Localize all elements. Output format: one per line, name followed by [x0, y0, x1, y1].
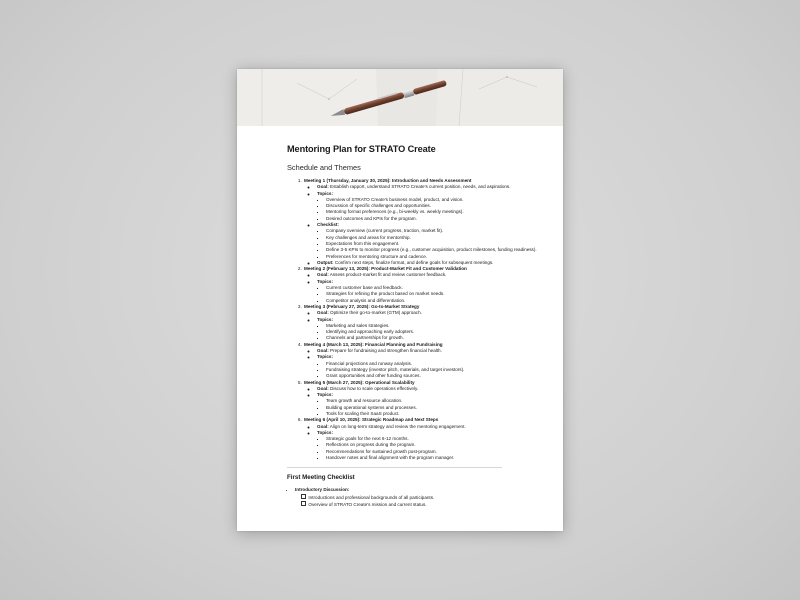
meeting-title: Meeting 2 (February 13, 2025): Product-Market Fit and Customer Validation — [304, 266, 467, 272]
topic-item: ▪ Marketing and sales strategies. — [326, 323, 553, 329]
checklist-item: ▪ Define 3-5 KPIs to monitor progress (e.g., customer acquisition, product milestones, funding readiness). — [326, 247, 553, 253]
meeting-goal: ◦ Goal: Discuss how to scale operations effectively. — [317, 386, 553, 392]
topic-item: ▪ Competitor analysis and differentiation. — [326, 298, 553, 304]
meeting-item — [303, 266, 553, 304]
meeting-title: Meeting 1 (Thursday, January 30, 2025): Introduction and Needs Assessment — [304, 178, 472, 183]
topic-item: ▪ Current customer base and feedback. — [326, 285, 553, 291]
checklist-item: ▪ Expectations from this engagement. — [326, 241, 553, 247]
topic-item: ▪ Financial projections and runway analysis. — [326, 361, 553, 367]
checkbox[interactable] — [301, 494, 306, 499]
meetings-list — [287, 178, 553, 461]
topic-item: ▪ Desired outcomes and KPIs for the program. — [326, 216, 553, 222]
topic-item: ▪ Strategies for refining the product based on market needs. — [326, 291, 553, 297]
topic-item: ▪ Fundraising strategy (investor pitch, materials, and target investors). — [326, 367, 553, 373]
checklist-group — [295, 487, 553, 508]
meeting-item — [303, 304, 553, 342]
topic-item: ▪ Mentoring format preferences (e.g., bi-weekly vs. weekly meetings). — [326, 209, 553, 215]
checklist-group-label: Introductory Discussion: — [295, 487, 350, 493]
checklist-entry: Introductions and professional backgrounds of all participants. — [301, 494, 553, 501]
meeting-item — [303, 342, 553, 380]
meeting-goal: ◦ Goal: Optimize their go-to-market (GTM) approach. — [317, 310, 553, 316]
meeting-title: Meeting 6 (April 10, 2025): Strategic Roadmap and Next Steps — [304, 417, 439, 423]
meeting-output: ◦ Output: Confirm next steps, finalize format, and define goals for subsequent meetings. — [317, 260, 553, 266]
topic-item: ▪ Reflections on progress during the program. — [326, 442, 553, 448]
document-title: Mentoring Plan for STRATO Create — [287, 144, 436, 154]
topic-item: ▪ Overview of STRATO Create's business model, product, and vision. — [326, 197, 553, 203]
document-content — [287, 143, 553, 508]
meeting-goal: ◦ Goal: Assess product-market fit and review customer feedback. — [317, 272, 553, 278]
topic-item: ▪ Tools for scaling their SaaS product. — [326, 411, 553, 417]
topic-item: ▪ Recommendations for sustained growth post-program. — [326, 449, 553, 455]
meeting-checklist: ◦ Checklist: ▪ Company overview (current progress, traction, market fit). ▪ Key challenges and areas for mentorship. ▪ Expectations from this engagement. ▪ Define 3-5 KPIs to monitor progress (e.g., customer acquisition, product milestones, funding readiness). ▪ Preferences for mentoring structure and cadence. — [317, 222, 553, 260]
meeting-topics: ◦ Topics: ▪ Marketing and sales strategies. ▪ Identifying and approaching early adopters. ▪ Channels and partnerships for growth. — [317, 317, 553, 342]
cover-image — [237, 69, 563, 126]
topic-item: ▪ Strategic goals for the next 6-12 months. — [326, 436, 553, 442]
meeting-title: Meeting 5 (March 27, 2025): Operational Scalability — [304, 379, 415, 385]
topic-item: ▪ Identifying and approaching early adopters. — [326, 329, 553, 335]
topic-item: ▪ Handover notes and final alignment with the program manager. — [326, 455, 553, 461]
meeting-goal: ◦ Goal: Align on long-term strategy and review the mentoring engagement. — [317, 424, 553, 430]
meeting-topics: ◦ Topics: ▪ Overview of STRATO Create's business model, product, and vision. ▪ Discussion of specific challenges and opportunities. ▪ Mentoring format preferences (e.g., bi-weekly vs. weekly meetings). ▪ Desired outcomes and KPIs for the program. — [317, 191, 553, 222]
first-meeting-checklist — [287, 487, 553, 508]
meeting-topics: ◦ Topics: ▪ Current customer base and feedback. ▪ Strategies for refining the product based on market needs. ▪ Competitor analysis and differentiation. — [317, 279, 553, 304]
meeting-topics: ◦ Topics: ▪ Financial projections and runway analysis. ▪ Fundraising strategy (investor pitch, materials, and target investors). ▪ Grant opportunities and other funding sources. — [317, 354, 553, 379]
meeting-goal: ◦ Goal: Prepare for fundraising and strengthen financial health. — [317, 348, 553, 354]
topic-item: ▪ Channels and partnerships for growth. — [326, 335, 553, 341]
meeting-title: Meeting 3 (February 27, 2025): Go-to-Market Strategy — [304, 303, 420, 309]
meeting-item — [303, 417, 553, 461]
topic-item: ▪ Team growth and resource allocation. — [326, 398, 553, 404]
document-page — [237, 69, 563, 531]
topic-item: ▪ Grant opportunities and other funding sources. — [326, 373, 553, 379]
meeting-item — [303, 178, 553, 266]
section-divider — [287, 467, 502, 468]
checklist-item: ▪ Key challenges and areas for mentorship. — [326, 235, 553, 241]
meeting-goal: ◦ Goal: Establish rapport, understand STRATO Create's current position, needs, and aspirations. — [317, 184, 553, 190]
checklist-entry: Overview of STRATO Create's mission and current status. — [301, 501, 553, 508]
pen-icon — [237, 69, 563, 126]
section-title-schedule: Schedule and Themes — [287, 163, 361, 172]
topic-item: ▪ Building operational systems and processes. — [326, 405, 553, 411]
checklist-item: ▪ Company overview (current progress, traction, market fit). — [326, 228, 553, 234]
meeting-item — [303, 380, 553, 418]
meeting-topics: ◦ Topics: ▪ Strategic goals for the next 6-12 months. ▪ Reflections on progress during the program. ▪ Recommendations for sustained growth post-program. ▪ Handover notes and final alignment with the program manager. — [317, 430, 553, 461]
section-title-checklist: First Meeting Checklist — [287, 474, 355, 482]
checkbox[interactable] — [301, 501, 306, 506]
topic-item: ▪ Discussion of specific challenges and opportunities. — [326, 203, 553, 209]
meeting-title: Meeting 4 (March 13, 2025): Financial Planning and Fundraising — [304, 341, 443, 347]
meeting-topics: ◦ Topics: ▪ Team growth and resource allocation. ▪ Building operational systems and processes. ▪ Tools for scaling their SaaS product. — [317, 392, 553, 417]
checklist-item: ▪ Preferences for mentoring structure and cadence. — [326, 254, 553, 260]
